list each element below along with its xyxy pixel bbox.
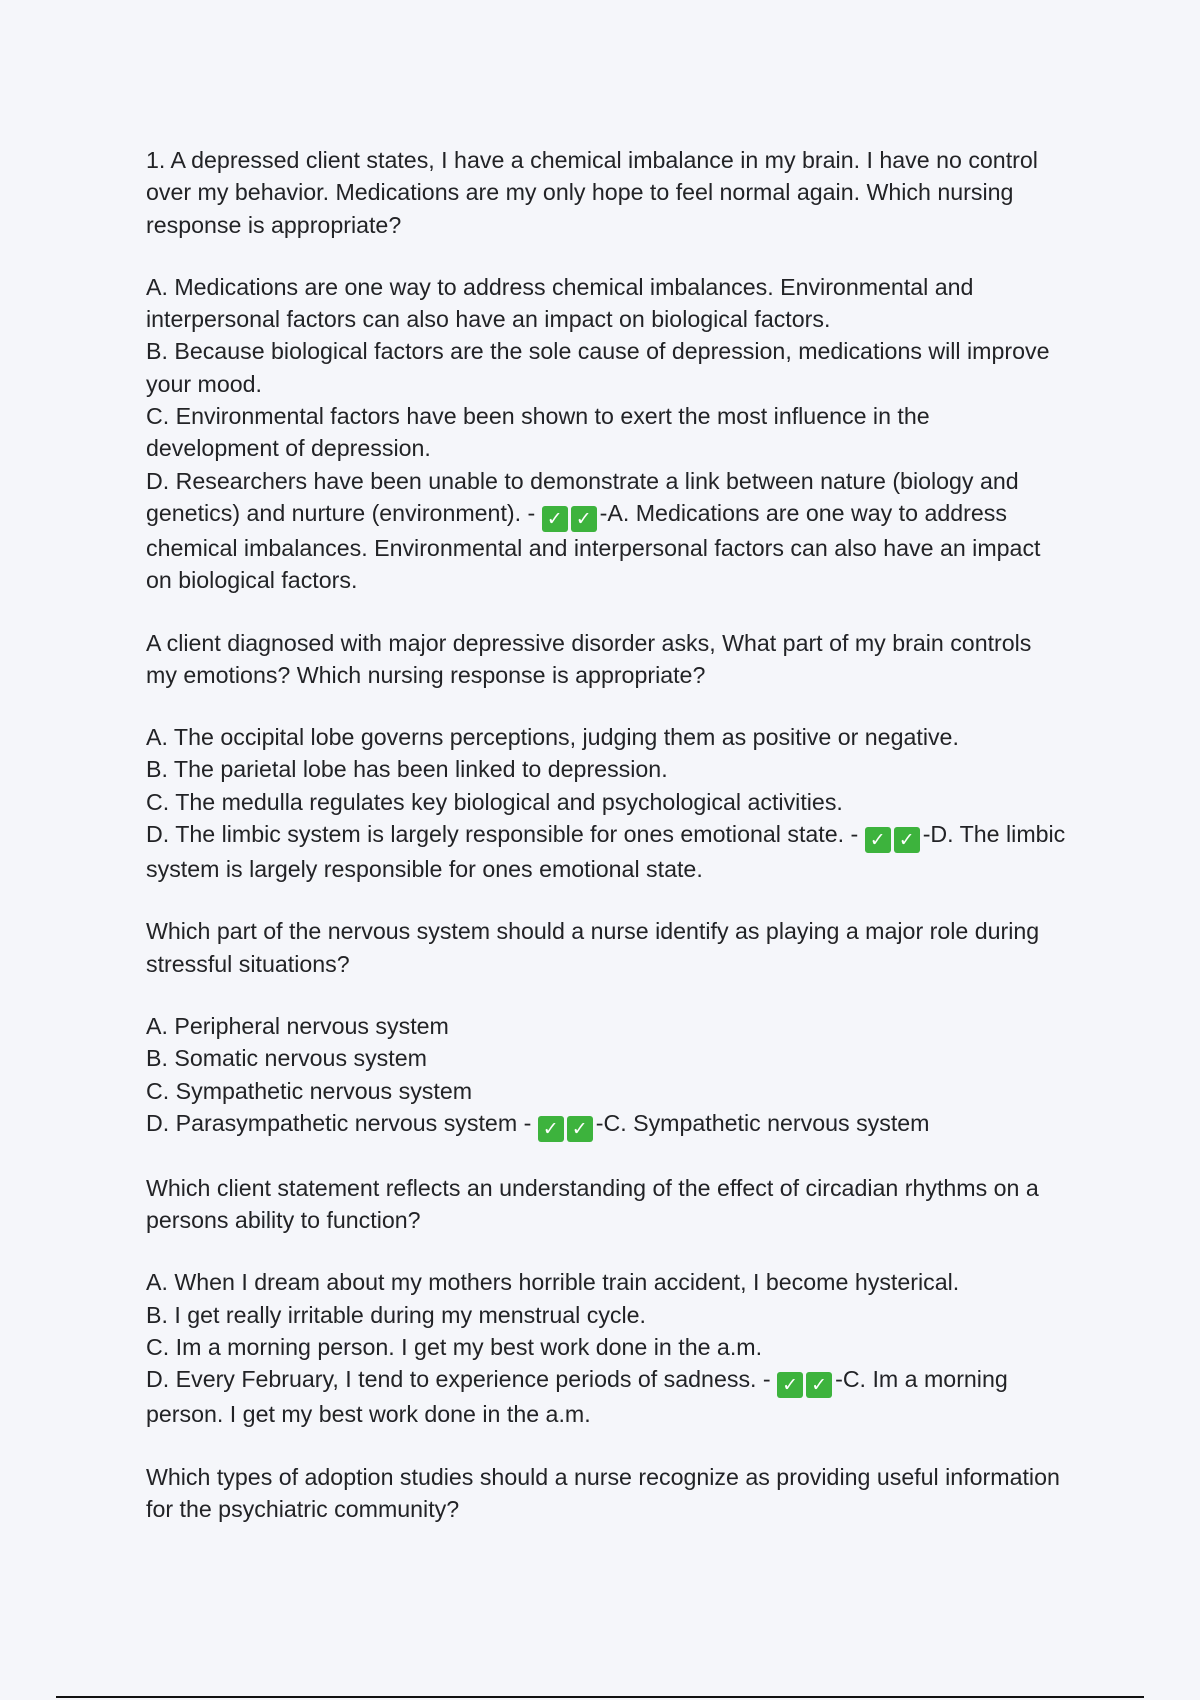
question-3-options: [146, 1010, 1066, 1142]
check-mark-icon: ✓: [894, 827, 920, 853]
question-1: [146, 144, 1066, 241]
option-c: C. Sympathetic nervous system: [146, 1077, 473, 1104]
question-3: [146, 915, 1066, 980]
option-a: A. When I dream about my mothers horrible train accident, I become hysterical.: [146, 1269, 960, 1296]
option-d: D. Every February, I tend to experience periods of sadness. -: [146, 1366, 778, 1393]
check-mark-icon: ✓: [542, 506, 568, 532]
answer-text: -C. Im a morning person. I get my best work done in the a.m.: [146, 1366, 1008, 1428]
question-stem: Which part of the nervous system should a nurse identify as playing a major role during stressful situations?: [146, 918, 1040, 977]
option-b: B. Somatic nervous system: [146, 1045, 427, 1072]
option-b: B. Because biological factors are the sole cause of depression, medications will improve your mood.: [146, 338, 1050, 397]
check-mark-icon: ✓: [865, 827, 891, 853]
question-stem: Which client statement reflects an understanding of the effect of circadian rhythms on a persons ability to function?: [146, 1174, 1039, 1234]
option-b: B. The parietal lobe has been linked to depression.: [146, 756, 668, 783]
option-d: D. The limbic system is largely responsible for ones emotional state. -: [146, 821, 865, 848]
check-mark-icon: ✓: [806, 1372, 832, 1398]
question-1-options: [146, 271, 1066, 597]
option-a: A. Medications are one way to address chemical imbalances. Environmental and interpersonal factors can also have an impact on biological factors.: [146, 273, 974, 333]
option-c: C. Environmental factors have been shown to exert the most influence in the development of depression.: [146, 403, 930, 462]
option-d-with-answer: [146, 1363, 1066, 1430]
question-stem: Which types of adoption studies should a nurse recognize as providing useful information for the psychiatric community?: [146, 1463, 1060, 1522]
question-4-options: [146, 1266, 1066, 1430]
option-c: C. The medulla regulates key biological and psychological activities.: [146, 788, 843, 815]
question-5: [146, 1461, 1066, 1526]
answer-text: -C. Sympathetic nervous system: [595, 1109, 930, 1136]
option-d-with-answer: [146, 1107, 1066, 1142]
document-body: [146, 144, 1066, 1555]
option-d: D. Parasympathetic nervous system -: [146, 1109, 538, 1136]
check-mark-icon: ✓: [571, 506, 597, 532]
option-a: A. The occipital lobe governs perceptions, judging them as positive or negative.: [146, 724, 959, 751]
footer-divider: [56, 1696, 1144, 1698]
option-c: C. Im a morning person. I get my best work done in the a.m.: [146, 1334, 763, 1361]
question-2: [146, 627, 1066, 692]
answer-text: -A. Medications are one way to address chemical imbalances. Environmental and interpersonal factors can also have an impact on biological factors.: [146, 499, 1041, 594]
option-d-with-answer: [146, 818, 1066, 885]
check-mark-icon: ✓: [567, 1116, 593, 1142]
check-mark-icon: ✓: [538, 1116, 564, 1142]
option-a: A. Peripheral nervous system: [146, 1012, 449, 1039]
question-stem: 1. A depressed client states, I have a chemical imbalance in my brain. I have no control over my behavior. Medications are my only hope to feel normal again. Which nursing response is appropriate?: [146, 147, 1038, 238]
question-4: [146, 1172, 1066, 1237]
question-stem: A client diagnosed with major depressive disorder asks, What part of my brain controls my emotions? Which nursing response is appropriate?: [146, 629, 1032, 688]
option-d-with-answer: [146, 465, 1066, 597]
check-mark-icon: ✓: [777, 1372, 803, 1398]
question-2-options: [146, 721, 1066, 885]
option-b: B. I get really irritable during my menstrual cycle.: [146, 1301, 647, 1328]
answer-text: -D. The limbic system is largely responsible for ones emotional state.: [146, 821, 1066, 883]
option-d: D. Researchers have been unable to demonstrate a link between nature (biology and genetics) and nurture (environment). -: [146, 467, 1019, 526]
